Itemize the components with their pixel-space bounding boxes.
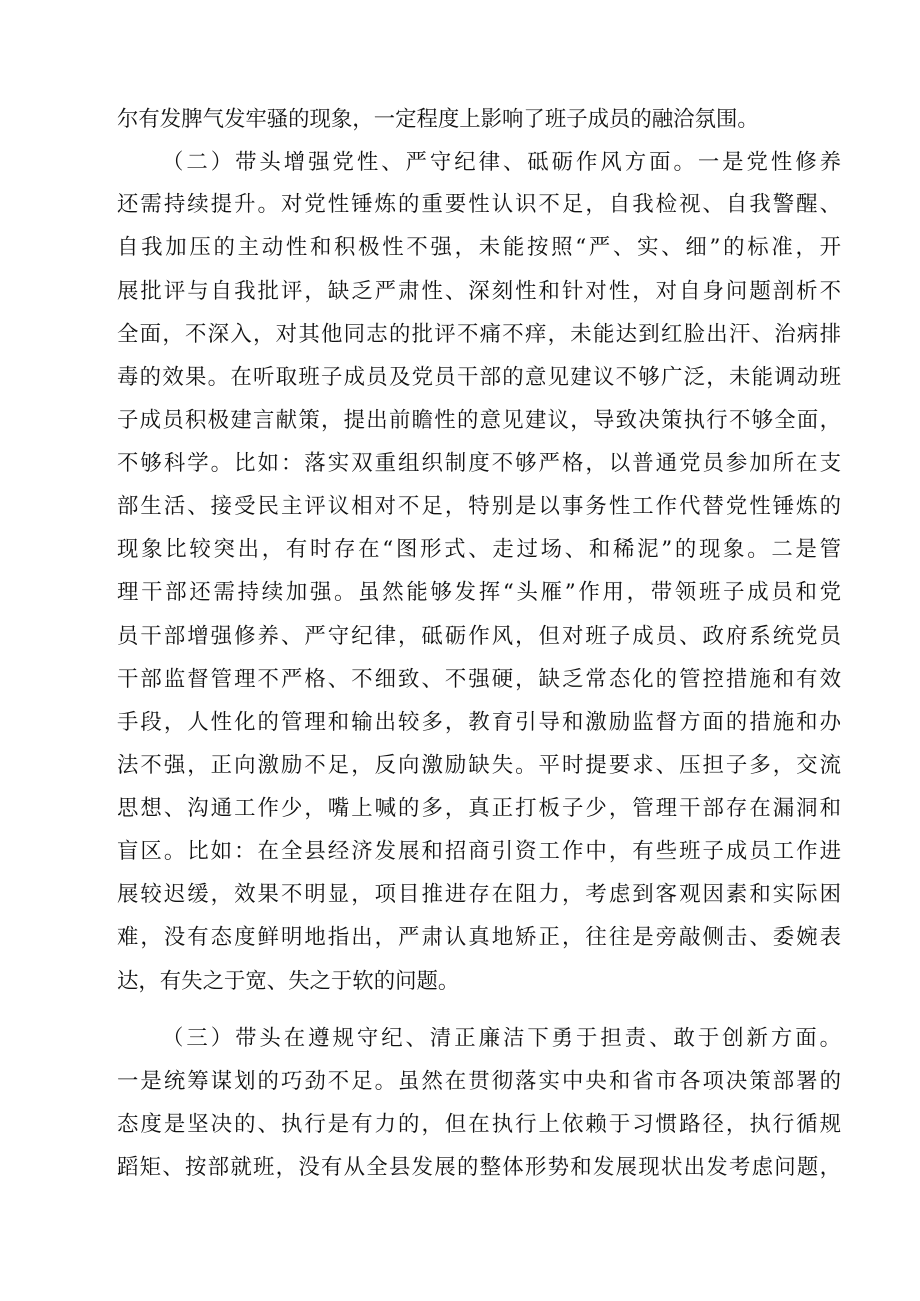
text-line: 盲区。比如：在全县经济发展和招商引资工作中，有些班子成员工作进	[117, 839, 841, 864]
text-line: 尔有发脾气发牢骚的现象，一定程度上影响了班子成员的融洽氛围。	[117, 107, 759, 132]
text-line: 法不强，正向激励不足，反向激励缺失。平时提要求、压担子多，交流	[117, 753, 841, 778]
text-line: 理干部还需持续加强。虽然能够发挥“头雁”作用，带领班子成员和党	[117, 580, 841, 605]
text-line: 毒的效果。在听取班子成员及党员干部的意见建议不够广泛，未能调动班	[117, 365, 841, 390]
text-line: 一是统筹谋划的巧劲不足。虽然在贯彻落实中央和省市各项决策部署的	[117, 1069, 841, 1094]
text-line: 子成员积极建言献策，提出前瞻性的意见建议，导致决策执行不够全面，	[117, 408, 841, 433]
text-line: 态度是坚决的、执行是有力的，但在执行上依赖于习惯路径，执行循规	[117, 1112, 841, 1137]
text-line: 现象比较突出，有时存在“图形式、走过场、和稀泥”的现象。二是管	[117, 537, 841, 562]
text-line: 思想、沟通工作少，嘴上喊的多，真正打板子少，管理干部存在漏洞和	[117, 796, 841, 821]
text-line: 难，没有态度鲜明地指出，严肃认真地矫正，往往是旁敲侧击、委婉表	[117, 925, 841, 950]
text-line: 干部监督管理不严格、不细致、不强硬，缺乏常态化的管控措施和有效	[117, 667, 841, 692]
text-line: 全面，不深入，对其他同志的批评不痛不痒，未能达到红脸出汗、治病排	[117, 322, 841, 347]
text-line: 部生活、接受民主评议相对不足，特别是以事务性工作代替党性锤炼的	[117, 494, 841, 519]
text-line: 自我加压的主动性和积极性不强，未能按照“严、实、细”的标准，开	[117, 235, 841, 260]
text-line: 蹈矩、按部就班，没有从全县发展的整体形势和发展现状出发考虑问题，	[117, 1155, 841, 1180]
text-line: 手段，人性化的管理和输出较多，教育引导和激励监督方面的措施和办	[117, 710, 841, 735]
text-line: 不够科学。比如：落实双重组织制度不够严格，以普通党员参加所在支	[117, 451, 841, 476]
text-line: 展较迟缓，效果不明显，项目推进存在阻力，考虑到客观因素和实际困	[117, 882, 841, 907]
text-line: 展批评与自我批评，缺乏严肃性、深刻性和针对性，对自身问题剖析不	[117, 279, 841, 304]
text-line: （三）带头在遵规守纪、清正廉洁下勇于担责、敢于创新方面。	[162, 1026, 841, 1051]
text-line: 达，有失之于宽、失之于软的问题。	[117, 969, 460, 994]
text-line: （二）带头增强党性、严守纪律、砥砺作风方面。一是党性修养	[162, 150, 841, 175]
text-line: 员干部增强修养、严守纪律，砥砺作风，但对班子成员、政府系统党员	[117, 624, 841, 649]
text-line: 还需持续提升。对党性锤炼的重要性认识不足，自我检视、自我警醒、	[117, 192, 841, 217]
